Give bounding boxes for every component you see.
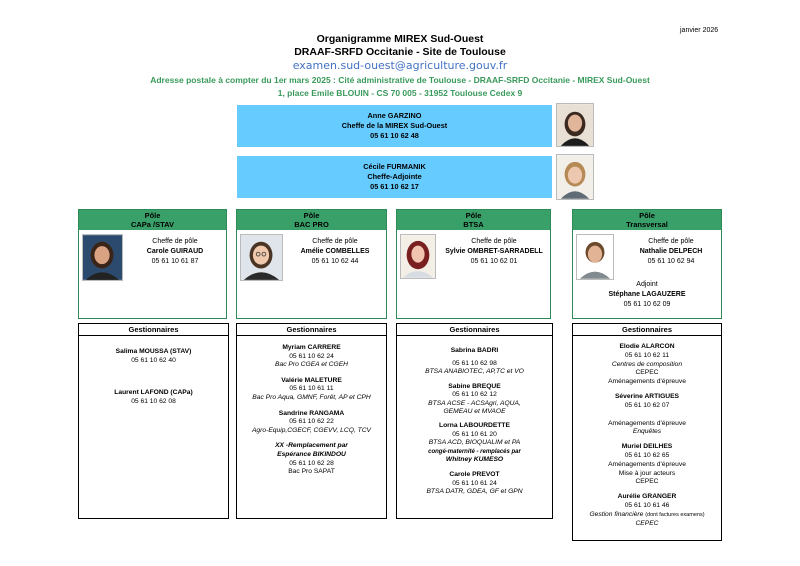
staff-name: Salima MOUSSA (STAV) [115,348,192,355]
contact-email[interactable]: examen.sud-ouest@agriculture.gouv.fr [292,59,508,72]
pole-name: BTSA [463,220,484,229]
pole-chef [621,237,721,267]
staff-info: Aménagements d'épreuve [608,460,686,468]
pole-bac-pro [236,209,387,319]
pole-label: Pôle [144,211,161,220]
pole-capa-stav [78,209,227,319]
chef-phone: 05 61 10 62 01 [470,258,518,265]
pole-btsa [396,209,551,319]
staff-entry [237,442,386,476]
pole-label: Pôle [465,211,482,220]
staff-entry [573,393,721,437]
director-role: Cheffe de la MIREX Sud-Ouest [341,121,448,130]
staff-info: Bac Pro Aqua, GMNF, Forêt, AP et CPH [252,393,371,401]
staff-name: Muriel DEILHES [621,443,673,451]
staff-phone: 05 61 10 61 11 [289,385,334,393]
staff-name: Sandrine RANGAMA [278,409,345,417]
staff-info: CEPEC [635,478,659,486]
staff-phone: 05 61 10 62 07 [624,401,670,409]
pole-chef-photo [576,234,614,280]
document-date: janvier 2026 [680,27,719,34]
staff-name: Myriam CARRERE [282,344,341,351]
staff-phone: 05 61 10 62 65 [624,451,670,459]
chef-name: Sylvie OMBRET-SARRADELL [445,248,543,255]
staff-phone: 05 61 10 62 98 [452,359,497,367]
chef-name: Nathalie DELPECH [639,248,703,255]
deputy-role: Cheffe-Adjointe [367,172,422,181]
staff-name: Carole PREVOT [449,470,500,478]
staff-phone: 05 61 10 61 20 [452,430,497,438]
pole-label: Pôle [303,211,320,220]
staff-name: Valérie MALETURE [281,376,342,384]
pole-header [573,210,721,230]
pole-header [79,210,226,230]
pole-chef-photo [400,234,436,279]
gestionnaires-title: Gestionnaires [573,324,721,336]
chef-name: Amélie COMBELLES [300,248,370,255]
staff-replacement-name: Espérance BIKINDOU [277,450,346,458]
gestionnaires-transversal [572,323,722,541]
chef-label: Cheffe de pôle [471,238,517,245]
staff-info: CEPEC [635,369,659,377]
staff-phone: 05 61 10 62 24 [289,352,334,360]
adjoint-label: Adjoint [636,281,658,288]
chef-phone: 05 61 10 61 87 [151,258,199,265]
staff-entry [573,493,721,528]
staff-info: Enquêtes [632,428,662,436]
staff-info: BTSA DATR, GDEA, GF et GPN [426,488,523,496]
staff-phone: 05 61 10 62 12 [452,391,497,399]
pole-chef-photo [82,234,123,281]
adjoint-phone: 05 61 10 62 09 [623,301,671,308]
staff-phone: 05 61 10 62 08 [131,397,176,405]
staff-info: Aménagements d'épreuve [608,378,686,386]
postal-address-line-2: 1, place Emile BLOUIN - CS 70 005 - 31952 Toulouse Cedex 9 [277,88,523,98]
staff-entry [397,422,552,465]
staff-note: congé-maternité - remplacés par [428,448,521,455]
staff-replacement-name: Whitney KUMESO [445,456,504,464]
staff-entry [397,347,552,377]
director-phone: 05 61 10 62 48 [370,131,419,140]
staff-phone: 05 61 10 62 28 [289,459,334,467]
staff-name: Aurélie GRANGER [617,493,677,501]
pole-name: BAC PRO [294,220,329,229]
postal-address-line-1: Adresse postale à compter du 1er mars 2025 : Cité administrative de Toulouse - DRAAF-SRFD Occitanie - MIREX Sud-Ouest [150,75,650,85]
director-name: Anne GARZINO [367,111,422,120]
pole-chef-photo [240,234,283,281]
gestionnaires-title: Gestionnaires [397,324,552,336]
staff-info: Mise à jour acteurs [618,469,676,477]
staff-entry [573,343,721,387]
deputy-phone: 05 61 10 62 17 [370,182,419,191]
staff-info: Bac Pro CGEA et CGEH [275,361,348,369]
gestionnaires-bac-pro [236,323,387,519]
staff-entry [237,377,386,403]
chef-phone: 05 61 10 62 44 [311,258,359,265]
pole-name: Transversal [626,220,668,229]
pole-label: Pôle [639,211,655,220]
staff-entry [397,383,552,416]
staff-phone: 05 61 10 62 22 [289,418,334,426]
staff-entry [237,410,386,436]
staff-entry [237,344,386,370]
deputy-name: Cécile FURMANIK [363,162,426,171]
staff-name: Séverine ARTIGUES [614,392,680,400]
staff-entry [573,443,721,487]
staff-info: BTSA ANABIOTEC, AP,TC et VO [425,368,524,376]
pole-chef [125,237,225,267]
director-photo [556,103,594,147]
staff-phone: 05 61 10 62 11 [624,351,670,359]
staff-phone: 05 61 10 61 46 [624,501,670,509]
chef-name: Carole GUIRAUD [146,248,204,255]
staff-name: Sabine BREQUE [448,382,501,390]
director-box [237,105,552,147]
chef-label: Cheffe de pôle [648,238,694,245]
pole-header [397,210,550,230]
staff-info: Centres de composition [611,360,683,368]
page-title: Organigramme MIREX Sud-Ouest [316,33,484,45]
gestionnaires-capa-stav [78,323,229,519]
staff-entry [79,389,228,406]
staff-info: Bac Pro SAPAT [288,468,335,476]
staff-info: Agro-Equip,CGECF, CGEVV, LCQ, TCV [251,426,372,434]
staff-phone: 05 61 10 62 40 [131,356,176,364]
staff-name: Elodie ALARCON [619,343,675,350]
gestionnaires-btsa [396,323,553,519]
page-subtitle: DRAAF-SRFD Occitanie - Site de Toulouse [294,46,506,58]
chef-label: Cheffe de pôle [152,238,198,245]
staff-entry [397,471,552,497]
pole-transversal [572,209,722,319]
staff-info: CEPEC [635,519,659,527]
deputy-box [237,156,552,198]
staff-info: BTSA ACSE - ACSAgri, AQUA, GEMEAU et MVAOE [428,399,521,415]
chef-label: Cheffe de pôle [312,238,358,245]
pole-adjoint [573,280,721,310]
pole-name: CAPa /STAV [130,220,175,229]
pole-header [237,210,386,230]
staff-info: Gestion financière [589,510,644,518]
gestionnaires-title: Gestionnaires [79,324,228,336]
staff-name: Laurent LAFOND (CAPa) [114,389,193,397]
staff-name: Lorna LABOURDETTE [439,421,510,429]
staff-phone: 05 61 10 61 24 [452,479,497,487]
staff-entry [79,348,228,365]
deputy-photo [556,154,594,200]
staff-info-detail: (dont factures examens) [645,511,705,518]
staff-name: XX -Remplacement par [275,442,348,450]
staff-info: Aménagements d'épreuve [608,419,686,427]
adjoint-name: Stéphane LAGAUZERE [608,291,686,298]
gestionnaires-title: Gestionnaires [237,324,386,336]
chef-phone: 05 61 10 62 94 [647,258,695,265]
pole-chef [285,237,385,267]
staff-name: Sabrina BADRI [450,347,499,354]
staff-info: BTSA ACD, BIOQUALIM et PA [428,439,521,447]
pole-chef [437,237,551,267]
